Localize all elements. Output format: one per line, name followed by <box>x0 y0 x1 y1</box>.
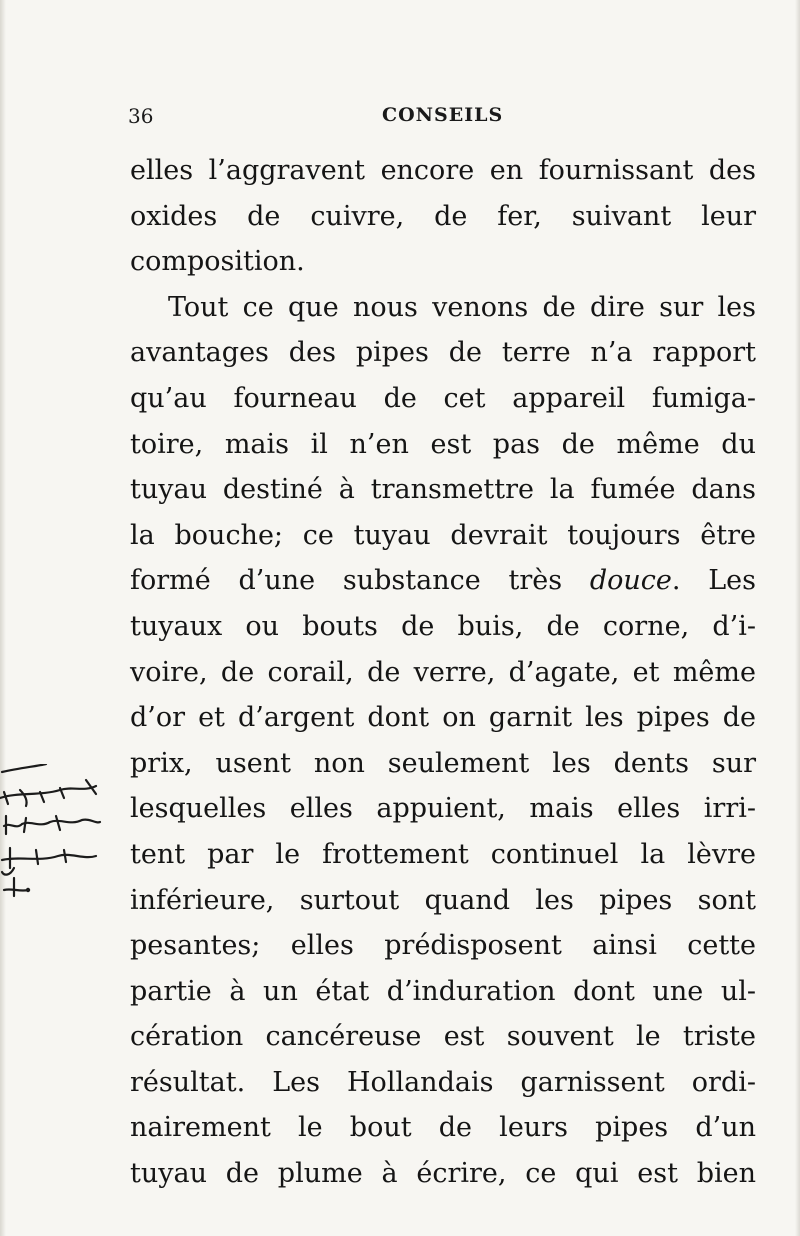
running-head <box>128 104 758 134</box>
text-line-2: oxides de cuivre, de fer, suivant leur <box>130 200 756 232</box>
text-line-8: tuyau destiné à transmettre la fumée dans <box>130 474 756 506</box>
text-line-21: résultat. Les Hollandais garnissent ordi- <box>130 1066 756 1098</box>
text-line-9: la bouche; ce tuyau devrait toujours être <box>130 519 756 551</box>
text-line-3: composition. <box>130 246 305 278</box>
handwritten-margin-note <box>0 764 110 914</box>
margin-stroke-7 <box>2 855 96 860</box>
margin-stroke-9 <box>4 889 28 890</box>
text-line-10 <box>130 558 756 604</box>
italic-word-douce: douce <box>589 565 672 597</box>
text-line-18: pesantes; elles prédisposent ainsi cette <box>130 930 756 962</box>
page-edge-shadow-right <box>795 0 800 1236</box>
margin-stroke-2 <box>0 786 96 798</box>
margin-stroke-1 <box>2 764 46 772</box>
text-line-13: d’or et d’argent dont on garnit les pipes de <box>130 702 756 734</box>
text-line-16: tent par le frottement continuel la lèvre <box>130 838 756 870</box>
running-title: CONSEILS <box>382 104 504 126</box>
text-line-7: toire, mais il n’en est pas de même du <box>130 428 756 460</box>
text-line-1: elles l’aggravent encore en fournissant des <box>130 155 756 186</box>
page-number: 36 <box>128 104 154 128</box>
body-text <box>130 148 756 1197</box>
text-line-4: Tout ce que nous venons de dire sur les <box>168 291 756 323</box>
text-line-10-end: . Les <box>671 565 756 597</box>
text-line-11: tuyaux ou bouts de buis, de corne, d’i- <box>130 610 756 642</box>
text-line-5: avantages des pipes de terre n’a rapport <box>130 337 756 369</box>
margin-stroke-5 <box>4 820 100 827</box>
text-line-22: nairement le bout de leurs pipes d’un <box>130 1112 756 1144</box>
text-line-12: voire, de corail, de verre, d’agate, et même <box>130 656 756 688</box>
text-line-6: qu’au fourneau de cet appareil fumiga- <box>130 382 756 414</box>
page-edge-shadow-left <box>0 0 6 1236</box>
text-line-17: inférieure, surtout quand les pipes sont <box>130 884 756 916</box>
text-line-19: partie à un état d’induration dont une ul- <box>130 975 756 1007</box>
text-line-20: cération cancéreuse est souvent le triste <box>130 1021 756 1053</box>
text-line-23: tuyau de plume à écrire, ce qui est bien <box>130 1158 756 1190</box>
margin-stroke-8 <box>2 848 66 875</box>
text-line-15: lesquelles elles appuient, mais elles irri- <box>130 793 756 825</box>
text-line-10-start: formé d’une substance très <box>130 565 590 597</box>
text-line-14: prix, usent non seulement les dents sur <box>130 747 756 779</box>
